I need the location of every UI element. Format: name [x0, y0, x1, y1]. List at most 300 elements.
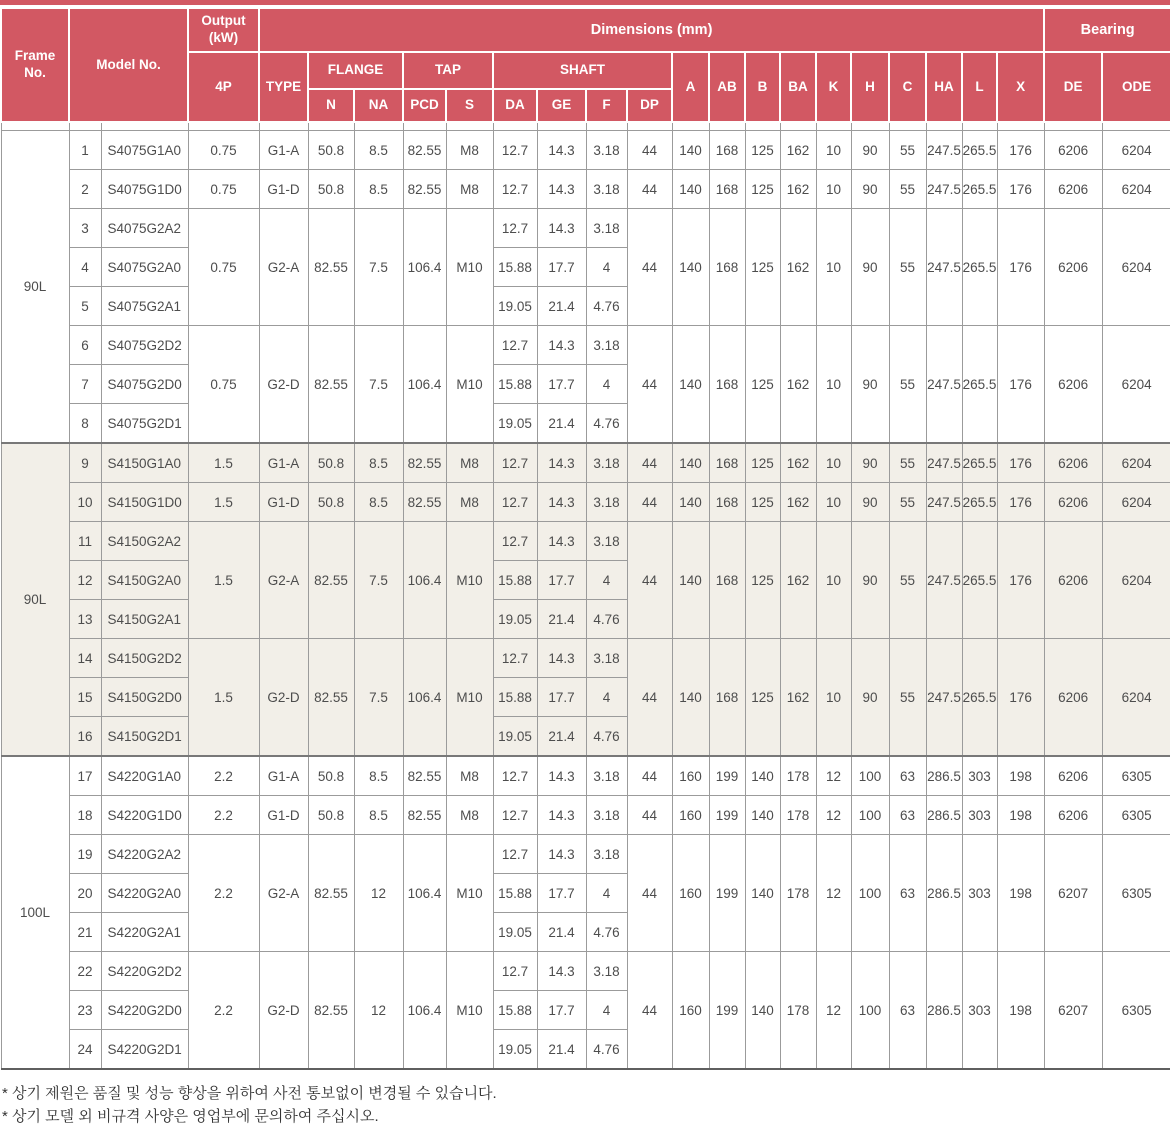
- gap-cell: [1, 122, 69, 131]
- cell-model-no: S4150G2D1: [101, 717, 188, 757]
- cell-dim-b: 125: [745, 131, 780, 170]
- cell-dim-a: 140: [672, 639, 709, 757]
- cell-dim-c: 63: [889, 835, 926, 952]
- cell-shaft-f: 4.76: [586, 1030, 627, 1070]
- header-flange-na: NA: [354, 89, 403, 122]
- cell-shaft-ge: 14.3: [537, 522, 586, 561]
- cell-shaft-dp: 44: [627, 209, 672, 326]
- cell-dim-k: 12: [816, 835, 851, 952]
- gap-cell: [851, 122, 889, 131]
- cell-shaft-da: 12.7: [493, 483, 537, 522]
- cell-bearing-ode: 6204: [1102, 639, 1170, 757]
- cell-row-no: 13: [69, 600, 101, 639]
- cell-flange-n: 82.55: [308, 522, 354, 639]
- cell-shaft-f: 3.18: [586, 443, 627, 483]
- cell-dim-k: 12: [816, 796, 851, 835]
- cell-dim-x: 176: [997, 639, 1044, 757]
- cell-tap-s: M10: [446, 952, 493, 1070]
- table-row: [1, 209, 1170, 248]
- cell-tap-s: M10: [446, 326, 493, 444]
- cell-shaft-da: 12.7: [493, 522, 537, 561]
- cell-dim-k: 10: [816, 326, 851, 444]
- cell-shaft-dp: 44: [627, 835, 672, 952]
- cell-row-no: 12: [69, 561, 101, 600]
- cell-dim-b: 125: [745, 522, 780, 639]
- footnotes: [0, 1083, 1170, 1128]
- header-tap: TAP: [403, 52, 493, 89]
- cell-shaft-ge: 14.3: [537, 326, 586, 365]
- cell-tap-s: M8: [446, 483, 493, 522]
- cell-shaft-da: 15.88: [493, 678, 537, 717]
- cell-row-no: 20: [69, 874, 101, 913]
- cell-tap-s: M10: [446, 522, 493, 639]
- cell-shaft-ge: 14.3: [537, 835, 586, 874]
- table-row: [1, 835, 1170, 874]
- cell-model-no: S4150G1A0: [101, 443, 188, 483]
- cell-flange-n: 50.8: [308, 170, 354, 209]
- cell-dim-ha: 286.5: [926, 952, 962, 1070]
- cell-row-no: 4: [69, 248, 101, 287]
- cell-flange-na: 7.5: [354, 522, 403, 639]
- cell-output-4p: 1.5: [188, 522, 259, 639]
- cell-shaft-ge: 21.4: [537, 404, 586, 444]
- cell-tap-s: M10: [446, 639, 493, 757]
- cell-dim-a: 140: [672, 522, 709, 639]
- gap-cell: [259, 122, 308, 131]
- cell-shaft-f: 4: [586, 248, 627, 287]
- cell-shaft-f: 3.18: [586, 483, 627, 522]
- cell-dim-ab: 168: [709, 170, 745, 209]
- table-row: [1, 756, 1170, 796]
- cell-model-no: S4075G2D1: [101, 404, 188, 444]
- cell-tap-s: M8: [446, 796, 493, 835]
- gap-cell: [962, 122, 997, 131]
- cell-tap-pcd: 106.4: [403, 952, 446, 1070]
- gap-cell: [188, 122, 259, 131]
- cell-dim-ba: 162: [780, 170, 816, 209]
- cell-shaft-ge: 21.4: [537, 913, 586, 952]
- cell-row-no: 7: [69, 365, 101, 404]
- cell-output-4p: 0.75: [188, 326, 259, 444]
- cell-tap-s: M8: [446, 170, 493, 209]
- cell-bearing-ode: 6204: [1102, 522, 1170, 639]
- cell-model-no: S4150G2A0: [101, 561, 188, 600]
- cell-shaft-f: 4: [586, 678, 627, 717]
- cell-dim-x: 198: [997, 796, 1044, 835]
- cell-model-no: S4220G2A2: [101, 835, 188, 874]
- gap-cell: [709, 122, 745, 131]
- cell-shaft-dp: 44: [627, 326, 672, 444]
- cell-tap-s: M8: [446, 131, 493, 170]
- cell-model-no: S4075G2D2: [101, 326, 188, 365]
- header-ha: HA: [926, 52, 962, 122]
- cell-shaft-da: 19.05: [493, 404, 537, 444]
- cell-dim-h: 90: [851, 209, 889, 326]
- table-row: [1, 639, 1170, 678]
- cell-model-no: S4075G2A1: [101, 287, 188, 326]
- cell-row-no: 22: [69, 952, 101, 991]
- cell-model-no: S4150G2A2: [101, 522, 188, 561]
- cell-dim-l: 303: [962, 952, 997, 1070]
- cell-type: G2-A: [259, 835, 308, 952]
- cell-flange-na: 8.5: [354, 483, 403, 522]
- cell-dim-b: 125: [745, 170, 780, 209]
- cell-dim-k: 10: [816, 209, 851, 326]
- gap-cell: [403, 122, 446, 131]
- cell-dim-a: 160: [672, 835, 709, 952]
- cell-row-no: 16: [69, 717, 101, 757]
- cell-bearing-ode: 6204: [1102, 209, 1170, 326]
- cell-dim-ha: 286.5: [926, 835, 962, 952]
- cell-shaft-dp: 44: [627, 483, 672, 522]
- cell-dim-ba: 162: [780, 209, 816, 326]
- cell-dim-a: 160: [672, 952, 709, 1070]
- cell-model-no: S4075G1A0: [101, 131, 188, 170]
- cell-model-no: S4075G2A2: [101, 209, 188, 248]
- cell-row-no: 5: [69, 287, 101, 326]
- cell-shaft-da: 12.7: [493, 131, 537, 170]
- cell-flange-na: 8.5: [354, 756, 403, 796]
- cell-shaft-dp: 44: [627, 639, 672, 757]
- cell-model-no: S4220G2A0: [101, 874, 188, 913]
- header-h: H: [851, 52, 889, 122]
- cell-dim-l: 265.5: [962, 522, 997, 639]
- cell-dim-ha: 247.5: [926, 326, 962, 444]
- cell-bearing-ode: 6305: [1102, 952, 1170, 1070]
- cell-type: G1-A: [259, 131, 308, 170]
- gap-cell: [1102, 122, 1170, 131]
- cell-flange-na: 12: [354, 835, 403, 952]
- cell-output-4p: 2.2: [188, 756, 259, 796]
- cell-shaft-da: 12.7: [493, 209, 537, 248]
- cell-tap-s: M8: [446, 443, 493, 483]
- cell-shaft-ge: 17.7: [537, 561, 586, 600]
- cell-shaft-da: 12.7: [493, 796, 537, 835]
- footnote-line: * 상기 모델 외 비규격 사양은 영업부에 문의하여 주십시오.: [2, 1106, 1170, 1128]
- cell-model-no: S4220G1D0: [101, 796, 188, 835]
- cell-shaft-f: 3.18: [586, 796, 627, 835]
- cell-shaft-da: 15.88: [493, 874, 537, 913]
- cell-flange-na: 7.5: [354, 209, 403, 326]
- cell-dim-ab: 168: [709, 522, 745, 639]
- cell-shaft-ge: 21.4: [537, 287, 586, 326]
- cell-type: G1-A: [259, 756, 308, 796]
- cell-bearing-de: 6206: [1044, 209, 1102, 326]
- table-row: [1, 522, 1170, 561]
- cell-dim-l: 265.5: [962, 443, 997, 483]
- cell-tap-pcd: 82.55: [403, 796, 446, 835]
- cell-shaft-ge: 14.3: [537, 639, 586, 678]
- cell-tap-pcd: 106.4: [403, 639, 446, 757]
- cell-dim-ha: 286.5: [926, 756, 962, 796]
- cell-bearing-ode: 6204: [1102, 170, 1170, 209]
- cell-dim-x: 176: [997, 522, 1044, 639]
- cell-dim-ba: 162: [780, 326, 816, 444]
- cell-shaft-da: 15.88: [493, 991, 537, 1030]
- cell-shaft-ge: 17.7: [537, 365, 586, 404]
- cell-shaft-f: 4: [586, 874, 627, 913]
- cell-row-no: 9: [69, 443, 101, 483]
- header-b: B: [745, 52, 780, 122]
- cell-flange-n: 50.8: [308, 796, 354, 835]
- cell-dim-b: 125: [745, 326, 780, 444]
- table-row: [1, 326, 1170, 365]
- cell-dim-h: 90: [851, 326, 889, 444]
- gap-cell: [493, 122, 537, 131]
- cell-dim-ab: 168: [709, 131, 745, 170]
- cell-dim-ab: 168: [709, 209, 745, 326]
- cell-dim-h: 90: [851, 443, 889, 483]
- cell-bearing-de: 6206: [1044, 483, 1102, 522]
- cell-dim-ba: 162: [780, 639, 816, 757]
- header-body-gap-row: [1, 122, 1170, 131]
- cell-dim-h: 90: [851, 483, 889, 522]
- cell-dim-ha: 247.5: [926, 170, 962, 209]
- cell-shaft-ge: 17.7: [537, 991, 586, 1030]
- header-de: DE: [1044, 52, 1102, 122]
- cell-shaft-f: 4: [586, 365, 627, 404]
- cell-bearing-ode: 6305: [1102, 796, 1170, 835]
- cell-shaft-da: 15.88: [493, 365, 537, 404]
- cell-flange-na: 8.5: [354, 131, 403, 170]
- cell-shaft-da: 12.7: [493, 443, 537, 483]
- cell-dim-a: 140: [672, 326, 709, 444]
- cell-shaft-da: 19.05: [493, 717, 537, 757]
- cell-shaft-ge: 14.3: [537, 209, 586, 248]
- cell-dim-x: 176: [997, 131, 1044, 170]
- cell-shaft-f: 4: [586, 561, 627, 600]
- cell-row-no: 24: [69, 1030, 101, 1070]
- table-row: [1, 952, 1170, 991]
- gap-cell: [780, 122, 816, 131]
- cell-dim-l: 303: [962, 835, 997, 952]
- table-body: [1, 122, 1170, 1069]
- cell-shaft-ge: 14.3: [537, 443, 586, 483]
- header-shaft: SHAFT: [493, 52, 672, 89]
- cell-row-no: 11: [69, 522, 101, 561]
- cell-dim-ab: 199: [709, 952, 745, 1070]
- cell-dim-l: 265.5: [962, 639, 997, 757]
- cell-type: G2-A: [259, 522, 308, 639]
- cell-row-no: 17: [69, 756, 101, 796]
- cell-type: G1-D: [259, 796, 308, 835]
- cell-dim-a: 140: [672, 483, 709, 522]
- cell-shaft-ge: 14.3: [537, 756, 586, 796]
- cell-bearing-ode: 6204: [1102, 326, 1170, 444]
- cell-row-no: 15: [69, 678, 101, 717]
- cell-output-4p: 0.75: [188, 131, 259, 170]
- cell-shaft-da: 12.7: [493, 835, 537, 874]
- cell-model-no: S4150G2A1: [101, 600, 188, 639]
- cell-model-no: S4220G2D2: [101, 952, 188, 991]
- header-k: K: [816, 52, 851, 122]
- cell-row-no: 10: [69, 483, 101, 522]
- cell-frame-no: 90L: [1, 443, 69, 756]
- cell-shaft-da: 12.7: [493, 756, 537, 796]
- cell-dim-c: 55: [889, 522, 926, 639]
- cell-dim-l: 265.5: [962, 131, 997, 170]
- header-tap-pcd: PCD: [403, 89, 446, 122]
- cell-bearing-de: 6206: [1044, 326, 1102, 444]
- gap-cell: [446, 122, 493, 131]
- cell-shaft-da: 19.05: [493, 1030, 537, 1070]
- cell-row-no: 14: [69, 639, 101, 678]
- cell-dim-ba: 162: [780, 483, 816, 522]
- cell-flange-n: 50.8: [308, 443, 354, 483]
- cell-model-no: S4150G2D2: [101, 639, 188, 678]
- gap-cell: [745, 122, 780, 131]
- cell-dim-ab: 168: [709, 326, 745, 444]
- cell-shaft-da: 19.05: [493, 600, 537, 639]
- cell-type: G2-D: [259, 952, 308, 1070]
- table-row: [1, 170, 1170, 209]
- cell-dim-ba: 162: [780, 443, 816, 483]
- cell-dim-ab: 168: [709, 443, 745, 483]
- cell-tap-pcd: 82.55: [403, 131, 446, 170]
- table-row: [1, 443, 1170, 483]
- cell-shaft-ge: 14.3: [537, 952, 586, 991]
- cell-shaft-da: 19.05: [493, 287, 537, 326]
- header-frame-no: Frame No.: [1, 8, 69, 122]
- cell-dim-h: 100: [851, 952, 889, 1070]
- cell-shaft-dp: 44: [627, 796, 672, 835]
- cell-dim-b: 140: [745, 952, 780, 1070]
- cell-dim-x: 198: [997, 835, 1044, 952]
- cell-row-no: 1: [69, 131, 101, 170]
- gap-cell: [997, 122, 1044, 131]
- cell-shaft-ge: 21.4: [537, 1030, 586, 1070]
- cell-dim-ab: 199: [709, 835, 745, 952]
- header-shaft-da: DA: [493, 89, 537, 122]
- cell-flange-na: 8.5: [354, 796, 403, 835]
- cell-dim-c: 55: [889, 209, 926, 326]
- gap-cell: [627, 122, 672, 131]
- cell-dim-ha: 247.5: [926, 522, 962, 639]
- gap-cell: [672, 122, 709, 131]
- cell-output-4p: 1.5: [188, 483, 259, 522]
- table-header: [1, 8, 1170, 122]
- cell-dim-ha: 247.5: [926, 483, 962, 522]
- cell-dim-l: 303: [962, 756, 997, 796]
- cell-flange-n: 50.8: [308, 131, 354, 170]
- cell-dim-c: 63: [889, 796, 926, 835]
- motor-spec-table: [0, 7, 1170, 1070]
- cell-dim-c: 63: [889, 952, 926, 1070]
- cell-dim-c: 55: [889, 639, 926, 757]
- cell-shaft-f: 3.18: [586, 170, 627, 209]
- cell-shaft-da: 12.7: [493, 639, 537, 678]
- cell-tap-s: M10: [446, 835, 493, 952]
- header-flange-n: N: [308, 89, 354, 122]
- cell-shaft-f: 3.18: [586, 639, 627, 678]
- cell-type: G2-A: [259, 209, 308, 326]
- cell-row-no: 2: [69, 170, 101, 209]
- cell-shaft-da: 12.7: [493, 326, 537, 365]
- cell-tap-pcd: 82.55: [403, 443, 446, 483]
- cell-shaft-f: 3.18: [586, 522, 627, 561]
- cell-shaft-ge: 17.7: [537, 248, 586, 287]
- cell-shaft-f: 4.76: [586, 913, 627, 952]
- cell-dim-ha: 286.5: [926, 796, 962, 835]
- cell-tap-s: M10: [446, 209, 493, 326]
- header-l: L: [962, 52, 997, 122]
- cell-row-no: 18: [69, 796, 101, 835]
- cell-dim-ha: 247.5: [926, 209, 962, 326]
- cell-shaft-dp: 44: [627, 170, 672, 209]
- cell-dim-c: 55: [889, 483, 926, 522]
- cell-dim-b: 125: [745, 639, 780, 757]
- cell-output-4p: 2.2: [188, 835, 259, 952]
- header-4p: 4P: [188, 52, 259, 122]
- cell-dim-a: 140: [672, 170, 709, 209]
- cell-dim-b: 125: [745, 209, 780, 326]
- cell-model-no: S4220G2A1: [101, 913, 188, 952]
- cell-dim-x: 176: [997, 170, 1044, 209]
- cell-shaft-da: 12.7: [493, 170, 537, 209]
- cell-dim-ab: 168: [709, 639, 745, 757]
- cell-shaft-f: 4.76: [586, 287, 627, 326]
- cell-dim-l: 265.5: [962, 170, 997, 209]
- cell-row-no: 3: [69, 209, 101, 248]
- cell-dim-k: 10: [816, 170, 851, 209]
- cell-dim-ba: 178: [780, 796, 816, 835]
- header-model-no: Model No.: [69, 8, 188, 122]
- cell-shaft-f: 4: [586, 991, 627, 1030]
- cell-dim-b: 125: [745, 443, 780, 483]
- cell-tap-pcd: 82.55: [403, 170, 446, 209]
- cell-row-no: 19: [69, 835, 101, 874]
- cell-bearing-ode: 6305: [1102, 835, 1170, 952]
- header-bearing: Bearing: [1044, 8, 1170, 52]
- cell-dim-c: 55: [889, 131, 926, 170]
- cell-model-no: S4150G1D0: [101, 483, 188, 522]
- cell-type: G2-D: [259, 639, 308, 757]
- cell-shaft-f: 4.76: [586, 600, 627, 639]
- cell-dim-k: 10: [816, 483, 851, 522]
- cell-flange-n: 82.55: [308, 639, 354, 757]
- footnote-line: * 상기 제원은 품질 및 성능 향상을 위하여 사전 통보없이 변경될 수 있습니다.: [2, 1083, 1170, 1106]
- cell-dim-b: 140: [745, 796, 780, 835]
- cell-type: G1-D: [259, 170, 308, 209]
- cell-shaft-da: 19.05: [493, 913, 537, 952]
- cell-dim-k: 12: [816, 952, 851, 1070]
- table-row: [1, 131, 1170, 170]
- cell-dim-x: 198: [997, 756, 1044, 796]
- table-top-accent-bar: [0, 0, 1170, 5]
- cell-shaft-ge: 14.3: [537, 131, 586, 170]
- cell-shaft-ge: 14.3: [537, 796, 586, 835]
- cell-shaft-ge: 21.4: [537, 717, 586, 757]
- cell-flange-n: 82.55: [308, 326, 354, 444]
- cell-shaft-dp: 44: [627, 756, 672, 796]
- header-output-kw: Output (kW): [188, 8, 259, 52]
- gap-cell: [586, 122, 627, 131]
- cell-bearing-de: 6207: [1044, 952, 1102, 1070]
- cell-dim-h: 90: [851, 131, 889, 170]
- cell-flange-n: 82.55: [308, 835, 354, 952]
- cell-frame-no: 100L: [1, 756, 69, 1069]
- cell-shaft-f: 3.18: [586, 952, 627, 991]
- cell-dim-x: 198: [997, 952, 1044, 1070]
- cell-dim-k: 10: [816, 639, 851, 757]
- cell-bearing-ode: 6204: [1102, 131, 1170, 170]
- cell-dim-x: 176: [997, 483, 1044, 522]
- cell-dim-ab: 199: [709, 756, 745, 796]
- header-ode: ODE: [1102, 52, 1170, 122]
- cell-tap-s: M8: [446, 756, 493, 796]
- cell-model-no: S4150G2D0: [101, 678, 188, 717]
- cell-dim-ha: 247.5: [926, 639, 962, 757]
